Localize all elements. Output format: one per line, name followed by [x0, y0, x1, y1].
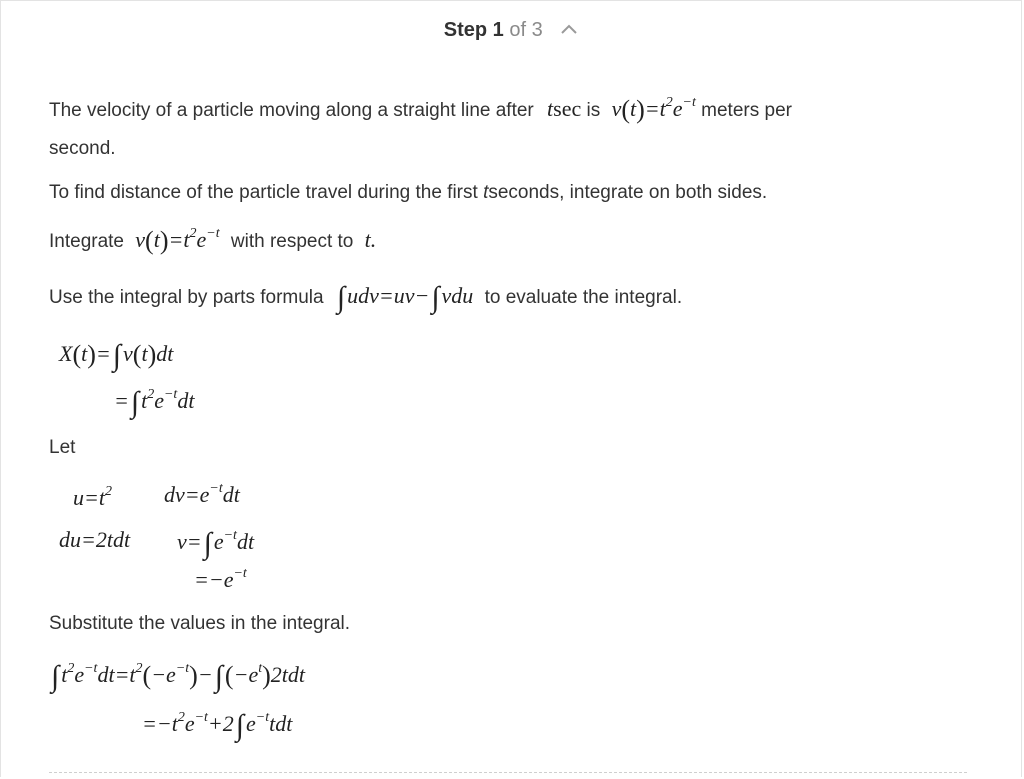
step-word: Step — [443, 19, 488, 41]
step-header[interactable] — [1, 19, 1021, 42]
equation-x-definition: X(t)=∫v(t)dt — [59, 339, 174, 372]
label-let: Let — [49, 437, 76, 458]
paragraph-second: second. — [49, 138, 116, 159]
paragraph-substitute: Substitute the values in the integral. — [49, 613, 351, 634]
by-parts-formula: ∫udv=uv−∫vdu — [336, 281, 474, 314]
paragraph-integrate: Integrate $v(t)=t^2e^{-t}$ with respect to t. — [49, 225, 377, 255]
equation-by-parts-applied: $\int t^2e^{-t}dt=t^2(-e^{-t})-\int(-e^t)2tdt$ — [51, 660, 306, 693]
step-current: 1 — [492, 19, 504, 41]
equation-u: $u=t^2$ — [73, 483, 112, 510]
equation-dv: $dv=e^{-t}dt$ — [164, 480, 240, 507]
paragraph-distance: To find distance of the particle travel during the first tseconds, integrate on both sides. — [49, 182, 768, 203]
chevron-up-icon[interactable] — [560, 23, 578, 35]
equation-v: $v=\int e^{-t}dt$ — [177, 527, 255, 560]
equation-v-result: $=-e^{-t}$ — [194, 565, 247, 592]
velocity-expression: $v(t)=t^2e^{-t}$ — [611, 94, 696, 124]
velocity-expression-2: $v(t)=t^2e^{-t}$ — [135, 225, 220, 255]
equation-x-integral: $=\int t^2e^{-t}dt$ — [114, 386, 195, 419]
equation-du: du=2tdt — [59, 527, 131, 552]
step-total: of 3 — [509, 19, 543, 41]
paragraph-velocity: The velocity of a particle moving along a straight line after tsec is $v(t)=t^2e^{-t}$ meters per — [49, 94, 792, 124]
paragraph-by-parts: Use the integral by parts formula ∫udv=uv−∫vdu to evaluate the integral. — [49, 281, 683, 314]
step-divider — [49, 772, 967, 773]
equation-by-parts-result: $=-t^2e^{-t}+2\int e^{-t}tdt$ — [142, 709, 293, 742]
